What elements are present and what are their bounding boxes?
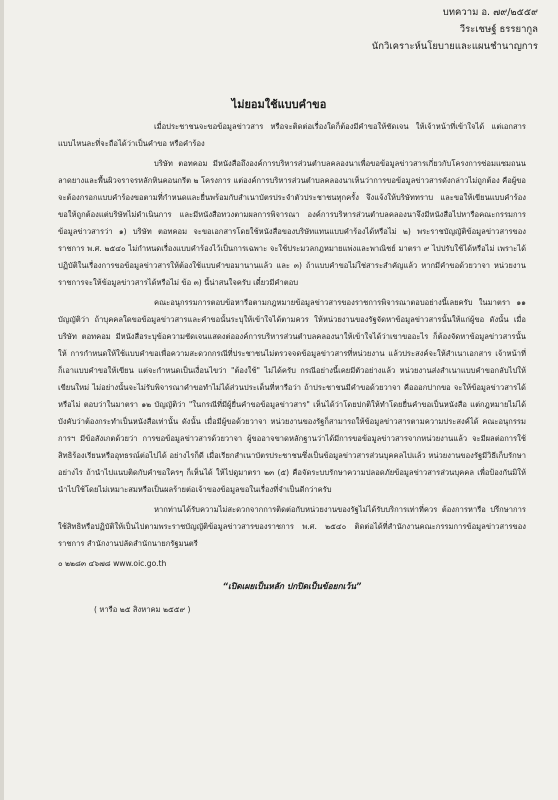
slogan: “เปิดเผยเป็นหลัก ปกปิดเป็นข้อยกเว้น” <box>222 581 362 591</box>
document-title: ไม่ยอมใช้แบบคำขอ <box>231 98 327 111</box>
scan-edge <box>0 0 4 800</box>
contact-line: ๐ ๒๒๘๓ ๔๖๗๘ www.oic.go.th <box>58 559 167 568</box>
consultation-date: ( หารือ ๒๕ สิงหาคม ๒๕๕๙ ) <box>94 605 191 614</box>
author-name: วีระเชษฐ์ ธรรยากูล <box>459 24 538 35</box>
article-number: บทความ อ. ๗๙/๒๕๕๙ <box>442 7 538 18</box>
paragraph-intro: เมื่อประชาชนจะขอข้อมูลข่าวสาร หรือจะติดต่อเรื่องใดก็ต้องมีคำขอให้ชัดเจน ให้เจ้าหน้าที่เข้าใจได้ แต่เอกสารแบบไหนละที่จะถือได้ว่าเป็นคำขอ หรือคำร้อง <box>58 122 526 148</box>
document-body <box>58 118 526 618</box>
paragraph-answer: คณะอนุกรรมการตอบข้อหารือตามกฎหมายข้อมูลข่าวสารของราชการพิจารณาตอบอย่างนี้เลยครับ ในมาตรา ๑๑ บัญญัติว่า ถ้าบุคคลใดขอข้อมูลข่าวสารและคำขอนั้นระบุให้เข้าใจได้ตามควร ให้หน่วยงานของรัฐจัดหาข้อมูลข่าวสารนั้นให้แก่ผู้ขอ ดังนั้น เมื่อบริษัท ตอทคอม มีหนังสือระบุข้อความชัดเจนแสดงต่อองค์การบริหารส่วนตำบลคลองนาให้เข้าใจได้ว่าเขาขออะไร ก็ต้องจัดหาข้อมูลข่าวสารนั้นให้ การกำหนดให้ใช้แบบคำขอเพื่อความสะดวกกรณีที่ประชาชนไม่ตรวจจดข้อมูลข่าวสารที่หน่วยงาน แล้วประสงค์จะให้สำเนาเอกสาร เจ้าหน้าที่ก็เอาแบบคำขอให้เขียน แต่จะกำหนดเป็นเงื่อนไขว่า "ต้องใช้" ไม่ได้ครับ กรณีอย่างนี้เคยมีตัวอย่างแล้ว หน่วยงานส่งสำเนาแบบคำขอกลับไปให้เขียนใหม่ ไม่อย่างนั้นจะไม่รับพิจารณาคำขอทำไม่ได้ส่วนประเด็นที่หารือว่า ถ้าประชาชนมีคำขอด้วยวาจา คือออกปากขอ จะให้ข้อมูลข่าวสารได้หรือไม่ ตอบว่าในมาตรา ๑๒ บัญญัติว่า "ในกรณีที่มีผู้ยื่นคำขอข้อมูลข่าวสาร" เห็นได้ว่าโดยปกติให้ทำโดยยื่นคำขอเป็นหนังสือ แต่กฎหมายไม่ได้บังคับว่าต้องกระทำเป็นหนังสือเท่านั้น ดังนั้น เมื่อมีผู้ขอด้วยวาจา หน่วยงานของรัฐก็สามารถให้ข้อมูลข่าวสารตามความประสงค์ได้ คณะอนุกรรมการฯ มีข้อสังเกตด้วยว่า การขอข้อมูลข่าวสารด้วยวาจา ผู้ขออาจขาดหลักฐานว่าได้มีการขอข้อมูลข่าวสารจากหน่วยงานแล้ว จะมีผลต่อการใช้สิทธิร้องเรียนหรืออุทธรณ์ต่อไปได้ อย่างไรก็ดี เมื่อเรียกสำเนาบัตรประชาชนซึ่งเป็นข้อมูลข่าวสารส่วนบุคคลไปแล้ว หน่วยงานของรัฐมีวิธีเก็บรักษาอย่างไร ถ้านำไปแนบติดกับคำขอใครๆ ก็เห็นได้ ให้ไปดูมาตรา ๒๓ (๕) คือจัดระบบรักษาความปลอดภัยข้อมูลข่าวสารส่วนบุคคล เพื่อป้องกันมิให้นำไปใช้โดยไม่เหมาะสมหรือเป็นผลร้ายต่อเจ้าของข้อมูลขอในเรื่องที่จำเป็นดีกว่าครับ <box>58 298 526 494</box>
document-header <box>308 4 538 55</box>
paragraph-contact-info: หากท่านได้รับความไม่สะดวกจากการติดต่อกับหน่วยงานของรัฐไม่ได้รับบริการเท่าที่ควร ต้องการหารือ ปรึกษาการใช้สิทธิหรือปฏิบัติให้เป็นไปตามพระราชบัญญัติข้อมูลข่าวสารของราชการ พ.ศ. ๒๕๔๐ ติดต่อได้ที่สำนักงานคณะกรรมการข้อมูลข่าวสารของราชการ สำนักงานปลัดสำนักนายกรัฐมนตรี <box>58 505 526 548</box>
paragraph-case: บริษัท ตอทคอม มีหนังสือถึงองค์การบริหารส่วนตำบลคลองนาเพื่อขอข้อมูลข่าวสารเกี่ยวกับโครงการซ่อมแซมถนนลาดยางและพื้นผิวจราจรหลักหินคอนกรีต ๒ โครงการ แต่องค์การบริหารส่วนตำบลคลองนาเห็นว่าการขอข้อมูลข่าวสารดังกล่าวไม่ถูกต้อง คือผู้ขอจะต้องกรอกแบบคำร้องขอตามที่กำหนดและยื่นพร้อมกับสำเนาบัตรประจำตัวประชาชนทุกครั้ง จึงแจ้งให้บริษัททราบ และขอให้เขียนแบบคำร้องขอให้ถูกต้องแต่บริษัทไม่ดำเนินการ และมีหนังสือทวงตามผลการพิจารณา องค์การบริหารส่วนตำบลคลองนาจึงมีหนังสือไปหารือคณะกรรมการข้อมูลข่าวสารว่า ๑) บริษัท ตอทคอม จะขอเอกสารโดยใช้หนังสือของบริษัทแทนแบบคำร้องได้หรือไม่ ๒) พระราชบัญญัติข้อมูลข่าวสารของราชการ พ.ศ. ๒๕๔๐ ไม่กำหนดเรื่องแบบคำร้องไว้เป็นการเฉพาะ จะใช้ประมวลกฎหมายแพ่งและพาณิชย์ มาตรา ๙ ไปปรับใช้ได้หรือไม่ เพราะได้ปฏิบัติในเรื่องการขอข้อมูลข่าวสารให้ต้องใช้แบบคำขอมานานแล้ว และ ๓) ถ้าแบบคำขอไม่ใช่สาระสำคัญแล้ว หากมีคำขอด้วยวาจา หน่วยงานราชการจะให้ข้อมูลข่าวสารได้หรือไม่ ข้อ ๓) นี้น่าสนใจครับ เดี๋ยวมีคำตอบ <box>58 159 526 287</box>
author-position: นักวิเคราะห์นโยบายและแผนชำนาญการ <box>371 41 538 52</box>
